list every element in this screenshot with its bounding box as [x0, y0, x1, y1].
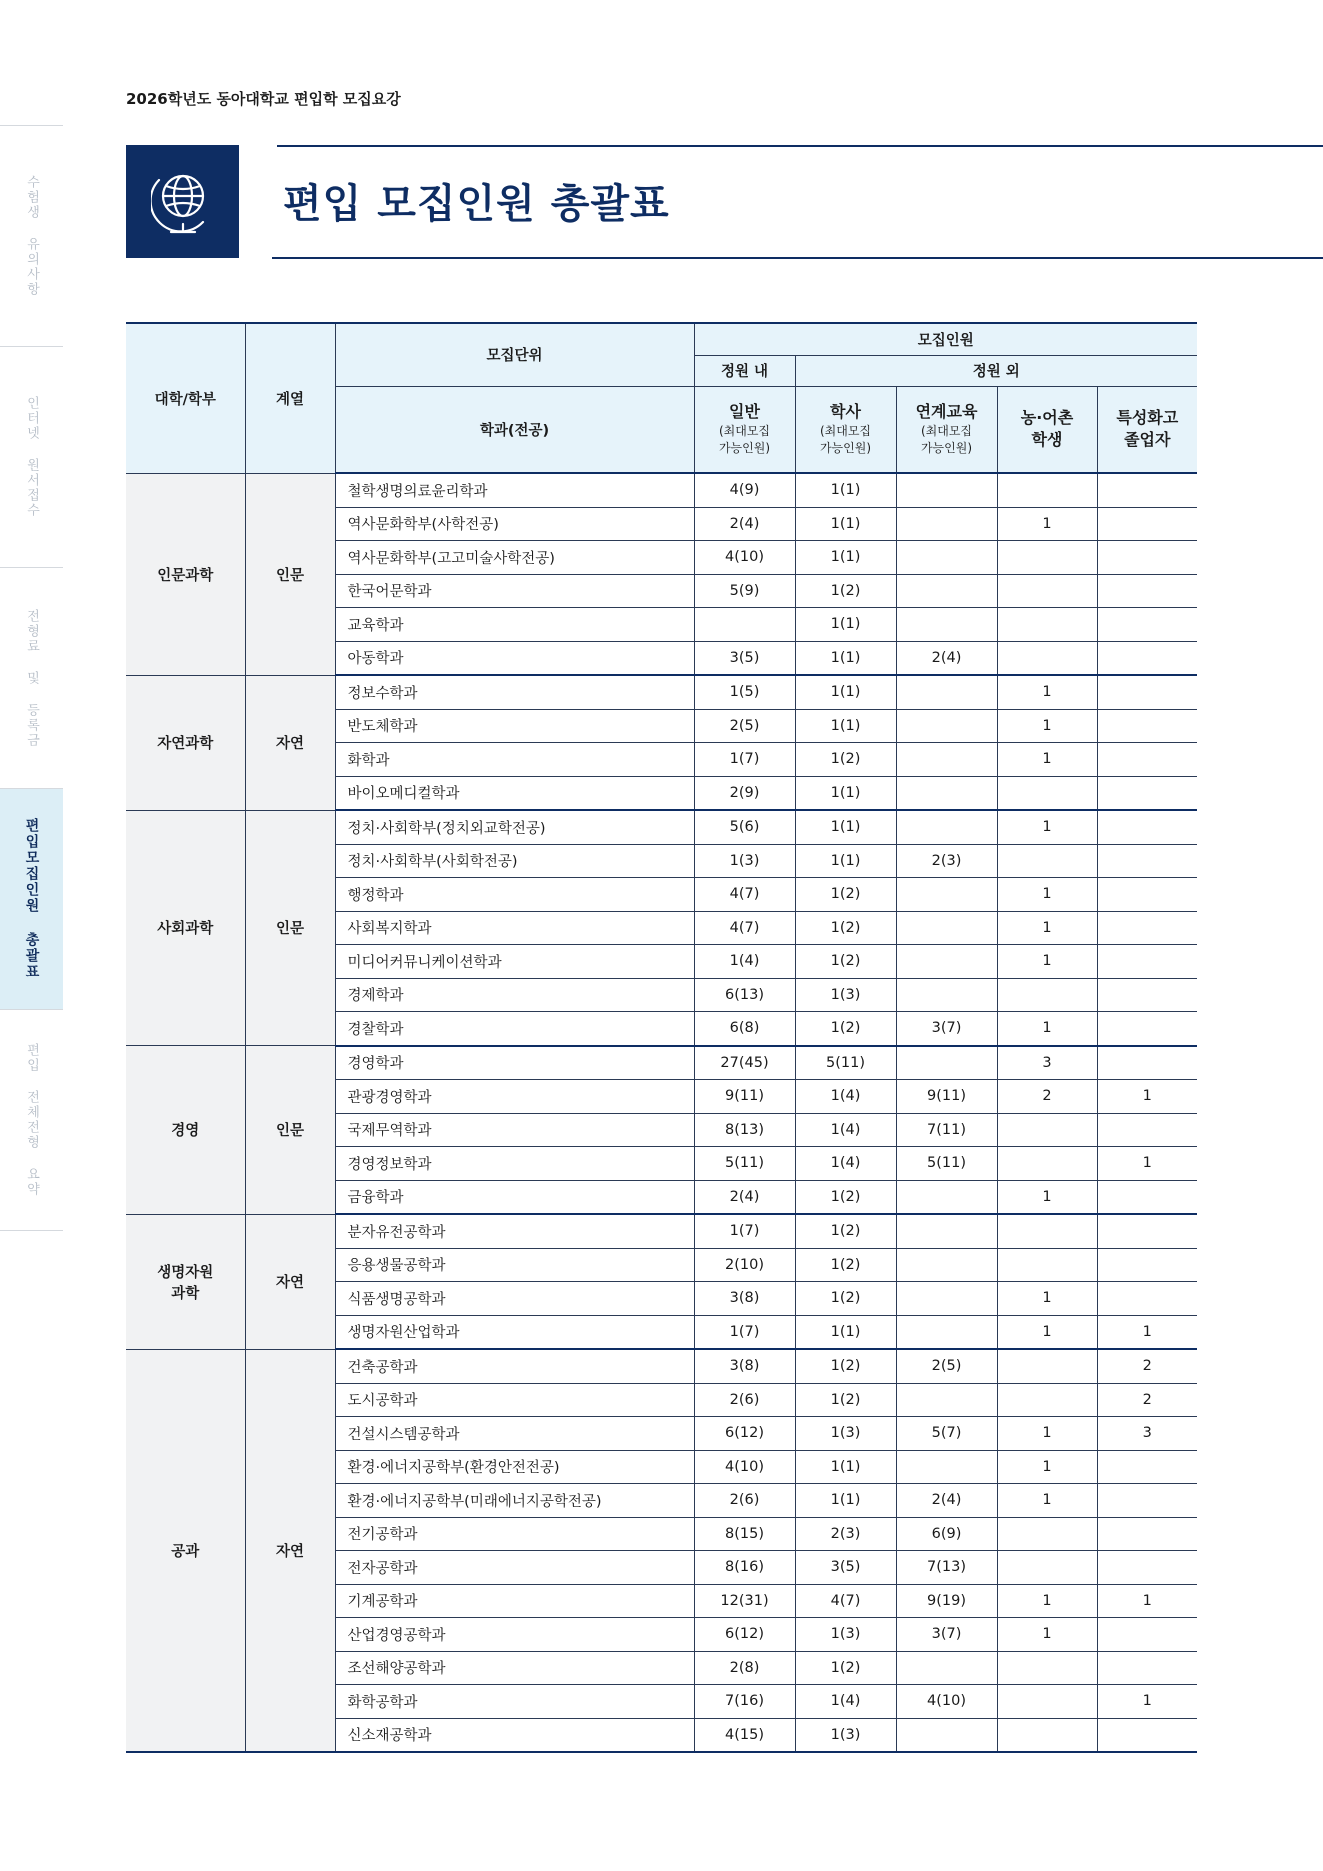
college-cell: [126, 810, 245, 1046]
bachelor-cell: 1(3): [795, 1417, 896, 1451]
rural-cell: 1: [997, 1417, 1097, 1451]
dept-cell: 관광경영학과: [335, 1080, 694, 1114]
bachelor-cell: 1(1): [795, 1315, 896, 1349]
header-linked-main: 연계교육: [915, 402, 978, 422]
bachelor-cell: 1(2): [795, 743, 896, 777]
special-cell: [1097, 1046, 1197, 1080]
track-cell: 인문: [245, 810, 335, 1046]
general-cell: 5(6): [694, 810, 795, 844]
special-cell: [1097, 1517, 1197, 1551]
dept-cell: 환경·에너지공학부(미래에너지공학전공): [335, 1484, 694, 1518]
general-cell: 2(6): [694, 1484, 795, 1518]
linked-cell: 5(7): [896, 1417, 997, 1451]
rural-cell: [997, 473, 1097, 507]
bachelor-cell: 1(2): [795, 1282, 896, 1316]
title-rule-top: [277, 145, 1323, 147]
college-name: 인문과학: [157, 567, 214, 584]
side-nav-item-summary[interactable]: [0, 788, 63, 1009]
header-unit: 모집단위: [335, 323, 694, 386]
side-nav-item-notice[interactable]: [0, 125, 63, 346]
rural-cell: [997, 1113, 1097, 1147]
rural-cell: 1: [997, 1282, 1097, 1316]
general-cell: 2(4): [694, 1180, 795, 1214]
general-cell: 6(13): [694, 978, 795, 1012]
college-name: 자연과학: [157, 736, 214, 752]
bachelor-cell: 1(1): [795, 507, 896, 541]
linked-cell: [896, 1046, 997, 1080]
special-cell: 1: [1097, 1080, 1197, 1114]
rural-cell: 1: [997, 709, 1097, 743]
general-cell: 2(10): [694, 1248, 795, 1282]
general-cell: 7(16): [694, 1685, 795, 1719]
side-nav-label: 수험생 유의사항: [24, 175, 39, 297]
special-cell: 1: [1097, 1147, 1197, 1181]
track-cell: 인문: [245, 473, 335, 675]
linked-cell: [896, 1718, 997, 1752]
dept-cell: 교육학과: [335, 608, 694, 642]
rural-cell: [997, 1147, 1097, 1181]
title-rule-bottom: [272, 257, 1323, 259]
special-cell: [1097, 844, 1197, 878]
header-in-quota: 정원 내: [694, 355, 795, 386]
header-general-sub2: 가능인원): [718, 441, 771, 456]
special-cell: [1097, 878, 1197, 912]
dept-cell: 산업경영공학과: [335, 1618, 694, 1652]
general-cell: 3(5): [694, 641, 795, 675]
bachelor-cell: 1(2): [795, 945, 896, 979]
rural-cell: 3: [997, 1046, 1097, 1080]
linked-cell: [896, 1248, 997, 1282]
special-cell: [1097, 507, 1197, 541]
general-cell: 2(5): [694, 709, 795, 743]
bachelor-cell: 2(3): [795, 1517, 896, 1551]
linked-cell: 2(3): [896, 844, 997, 878]
special-cell: [1097, 978, 1197, 1012]
bachelor-cell: 3(5): [795, 1551, 896, 1585]
general-cell: 4(10): [694, 541, 795, 575]
rural-cell: 1: [997, 1584, 1097, 1618]
linked-cell: [896, 473, 997, 507]
header-bachelor-sub1: (최대모집: [819, 424, 872, 439]
general-cell: 4(7): [694, 911, 795, 945]
header-track: 계열: [245, 323, 335, 473]
bachelor-cell: 1(3): [795, 978, 896, 1012]
dept-cell: 행정학과: [335, 878, 694, 912]
dept-cell: 화학공학과: [335, 1685, 694, 1719]
linked-cell: 2(5): [896, 1349, 997, 1383]
special-cell: [1097, 743, 1197, 777]
special-cell: 1: [1097, 1584, 1197, 1618]
general-cell: 2(4): [694, 507, 795, 541]
dept-cell: 철학생명의료윤리학과: [335, 473, 694, 507]
bachelor-cell: 1(1): [795, 709, 896, 743]
special-cell: 3: [1097, 1417, 1197, 1451]
linked-cell: [896, 978, 997, 1012]
college-name: 과학: [171, 1285, 200, 1302]
special-cell: [1097, 675, 1197, 709]
bachelor-cell: 1(2): [795, 574, 896, 608]
general-cell: 27(45): [694, 1046, 795, 1080]
rural-cell: 1: [997, 1484, 1097, 1518]
rural-cell: [997, 1517, 1097, 1551]
header-rural-line2: 학생: [1031, 430, 1063, 450]
special-cell: [1097, 1484, 1197, 1518]
dept-cell: 전기공학과: [335, 1517, 694, 1551]
linked-cell: [896, 743, 997, 777]
header-linked: [896, 386, 997, 473]
rural-cell: 1: [997, 1315, 1097, 1349]
special-cell: [1097, 608, 1197, 642]
dept-cell: 신소재공학과: [335, 1718, 694, 1752]
dept-cell: 응용생물공학과: [335, 1248, 694, 1282]
bachelor-cell: 1(1): [795, 473, 896, 507]
rural-cell: [997, 1718, 1097, 1752]
header-linked-sub2: 가능인원): [920, 441, 973, 456]
header-special: [1097, 386, 1197, 473]
linked-cell: [896, 810, 997, 844]
special-cell: [1097, 709, 1197, 743]
college-cell: [126, 1349, 245, 1752]
linked-cell: [896, 608, 997, 642]
linked-cell: 2(4): [896, 1484, 997, 1518]
linked-cell: [896, 1282, 997, 1316]
dept-cell: 분자유전공학과: [335, 1214, 694, 1248]
rural-cell: [997, 541, 1097, 575]
special-cell: [1097, 574, 1197, 608]
side-nav-label: 인터넷 원서접수: [24, 396, 39, 518]
side-nav-item-fees[interactable]: [0, 567, 63, 788]
linked-cell: [896, 1315, 997, 1349]
side-nav-label: 편입모집인원 총괄표: [23, 818, 40, 980]
dept-cell: 아동학과: [335, 641, 694, 675]
linked-cell: [896, 911, 997, 945]
header-linked-sub1: (최대모집: [920, 424, 973, 439]
bachelor-cell: 1(1): [795, 675, 896, 709]
dept-cell: 정보수학과: [335, 675, 694, 709]
bachelor-cell: 1(2): [795, 1651, 896, 1685]
side-nav-label: 편입 전체전형 요약: [24, 1043, 39, 1197]
rural-cell: [997, 1685, 1097, 1719]
bachelor-cell: 5(11): [795, 1046, 896, 1080]
linked-cell: 6(9): [896, 1517, 997, 1551]
dept-cell: 반도체학과: [335, 709, 694, 743]
rural-cell: [997, 1551, 1097, 1585]
dept-cell: 건축공학과: [335, 1349, 694, 1383]
header-special-line1: 특성화고: [1116, 408, 1179, 428]
rural-cell: [997, 978, 1097, 1012]
table-row: [126, 1214, 1197, 1248]
bachelor-cell: 1(2): [795, 1383, 896, 1417]
bachelor-cell: 1(2): [795, 1180, 896, 1214]
general-cell: 4(10): [694, 1450, 795, 1484]
side-nav-item-online-application[interactable]: [0, 346, 63, 567]
bachelor-cell: 1(1): [795, 541, 896, 575]
linked-cell: [896, 776, 997, 810]
side-nav-label: 전형료 및 등록금: [24, 608, 39, 748]
rural-cell: [997, 1651, 1097, 1685]
dept-cell: 경제학과: [335, 978, 694, 1012]
dept-cell: 조선해양공학과: [335, 1651, 694, 1685]
special-cell: [1097, 541, 1197, 575]
bachelor-cell: 1(2): [795, 911, 896, 945]
linked-cell: 9(11): [896, 1080, 997, 1114]
table-row: [126, 1046, 1197, 1080]
running-head: 2026학년도 동아대학교 편입학 모집요강: [126, 90, 401, 108]
bachelor-cell: 1(4): [795, 1147, 896, 1181]
general-cell: 5(9): [694, 574, 795, 608]
linked-cell: [896, 1383, 997, 1417]
bachelor-cell: 1(2): [795, 1214, 896, 1248]
bachelor-cell: 1(1): [795, 810, 896, 844]
bachelor-cell: 1(3): [795, 1718, 896, 1752]
linked-cell: 5(11): [896, 1147, 997, 1181]
table-row: [126, 1349, 1197, 1383]
dept-cell: 국제무역학과: [335, 1113, 694, 1147]
rural-cell: [997, 574, 1097, 608]
general-cell: 2(9): [694, 776, 795, 810]
special-cell: [1097, 1618, 1197, 1652]
linked-cell: 4(10): [896, 1685, 997, 1719]
header-rural-line1: 농·어촌: [1020, 408, 1074, 428]
general-cell: 1(5): [694, 675, 795, 709]
header-special-line2: 졸업자: [1124, 430, 1171, 450]
special-cell: [1097, 1651, 1197, 1685]
special-cell: [1097, 1180, 1197, 1214]
rural-cell: 1: [997, 945, 1097, 979]
dept-cell: 식품생명공학과: [335, 1282, 694, 1316]
rural-cell: [997, 1214, 1097, 1248]
general-cell: 2(6): [694, 1383, 795, 1417]
linked-cell: [896, 1180, 997, 1214]
general-cell: 2(8): [694, 1651, 795, 1685]
rural-cell: [997, 1383, 1097, 1417]
bachelor-cell: 1(4): [795, 1080, 896, 1114]
general-cell: 8(15): [694, 1517, 795, 1551]
table-row: [126, 675, 1197, 709]
rural-cell: [997, 641, 1097, 675]
rural-cell: [997, 1349, 1097, 1383]
dept-cell: 경영학과: [335, 1046, 694, 1080]
linked-cell: [896, 675, 997, 709]
special-cell: [1097, 473, 1197, 507]
dept-cell: 화학과: [335, 743, 694, 777]
general-cell: 3(8): [694, 1282, 795, 1316]
title-icon-box: [126, 145, 239, 258]
rural-cell: 1: [997, 743, 1097, 777]
general-cell: 6(12): [694, 1417, 795, 1451]
bachelor-cell: 1(1): [795, 641, 896, 675]
general-cell: 1(7): [694, 1214, 795, 1248]
bachelor-cell: 1(4): [795, 1113, 896, 1147]
dept-cell: 정치·사회학부(정치외교학전공): [335, 810, 694, 844]
linked-cell: 2(4): [896, 641, 997, 675]
dept-cell: 역사문화학부(사학전공): [335, 507, 694, 541]
dept-cell: 정치·사회학부(사회학전공): [335, 844, 694, 878]
side-nav-item-overview[interactable]: [0, 1009, 63, 1231]
header-general-main: 일반: [729, 402, 760, 422]
linked-cell: [896, 574, 997, 608]
special-cell: 1: [1097, 1685, 1197, 1719]
college-name: 공과: [171, 1543, 200, 1560]
general-cell: 6(12): [694, 1618, 795, 1652]
dept-cell: 금융학과: [335, 1180, 694, 1214]
college-cell: [126, 1046, 245, 1215]
special-cell: [1097, 1248, 1197, 1282]
linked-cell: 3(7): [896, 1012, 997, 1046]
header-rural: [997, 386, 1097, 473]
rural-cell: [997, 776, 1097, 810]
dept-cell: 바이오메디컬학과: [335, 776, 694, 810]
rural-cell: 1: [997, 878, 1097, 912]
rural-cell: [997, 1248, 1097, 1282]
table-body: [126, 473, 1197, 1752]
dept-cell: 역사문화학부(고고미술사학전공): [335, 541, 694, 575]
special-cell: [1097, 1282, 1197, 1316]
dept-cell: 기계공학과: [335, 1584, 694, 1618]
rural-cell: 1: [997, 1180, 1097, 1214]
general-cell: 4(7): [694, 878, 795, 912]
special-cell: [1097, 1718, 1197, 1752]
bachelor-cell: 1(1): [795, 1484, 896, 1518]
linked-cell: [896, 1450, 997, 1484]
side-nav: [0, 125, 63, 1231]
linked-cell: 3(7): [896, 1618, 997, 1652]
special-cell: 1: [1097, 1315, 1197, 1349]
rural-cell: 1: [997, 1618, 1097, 1652]
general-cell: 1(3): [694, 844, 795, 878]
special-cell: [1097, 911, 1197, 945]
college-cell: [126, 473, 245, 675]
bachelor-cell: 1(1): [795, 608, 896, 642]
college-cell: [126, 1214, 245, 1349]
linked-cell: [896, 507, 997, 541]
header-bachelor-main: 학사: [830, 402, 861, 422]
general-cell: 5(11): [694, 1147, 795, 1181]
header-general-sub1: (최대모집: [718, 424, 771, 439]
general-cell: 6(8): [694, 1012, 795, 1046]
header-general: [694, 386, 795, 473]
rural-cell: 1: [997, 507, 1097, 541]
special-cell: [1097, 1551, 1197, 1585]
bachelor-cell: 1(2): [795, 1349, 896, 1383]
bachelor-cell: 4(7): [795, 1584, 896, 1618]
special-cell: [1097, 1012, 1197, 1046]
dept-cell: 생명자원산업학과: [335, 1315, 694, 1349]
linked-cell: 7(11): [896, 1113, 997, 1147]
rural-cell: 1: [997, 1450, 1097, 1484]
general-cell: 4(15): [694, 1718, 795, 1752]
linked-cell: 9(19): [896, 1584, 997, 1618]
bachelor-cell: 1(3): [795, 1618, 896, 1652]
linked-cell: [896, 541, 997, 575]
table-row: [126, 810, 1197, 844]
college-name: 경영: [171, 1123, 200, 1140]
globe-icon: [151, 166, 215, 238]
bachelor-cell: 1(1): [795, 776, 896, 810]
general-cell: 9(11): [694, 1080, 795, 1114]
rural-cell: 1: [997, 675, 1097, 709]
dept-cell: 건설시스템공학과: [335, 1417, 694, 1451]
general-cell: 8(13): [694, 1113, 795, 1147]
dept-cell: 환경·에너지공학부(환경안전전공): [335, 1450, 694, 1484]
general-cell: 1(7): [694, 1315, 795, 1349]
general-cell: [694, 608, 795, 642]
linked-cell: [896, 945, 997, 979]
special-cell: [1097, 1450, 1197, 1484]
table-row: [126, 473, 1197, 507]
college-cell: [126, 675, 245, 810]
rural-cell: 2: [997, 1080, 1097, 1114]
rural-cell: [997, 608, 1097, 642]
dept-cell: 도시공학과: [335, 1383, 694, 1417]
dept-cell: 경찰학과: [335, 1012, 694, 1046]
general-cell: 1(4): [694, 945, 795, 979]
special-cell: 2: [1097, 1383, 1197, 1417]
bachelor-cell: 1(2): [795, 1012, 896, 1046]
header-bachelor: [795, 386, 896, 473]
track-cell: 인문: [245, 1046, 335, 1215]
special-cell: [1097, 810, 1197, 844]
general-cell: 8(16): [694, 1551, 795, 1585]
bachelor-cell: 1(1): [795, 844, 896, 878]
general-cell: 4(9): [694, 473, 795, 507]
header-department: 학과(전공): [335, 386, 694, 473]
special-cell: [1097, 1214, 1197, 1248]
track-cell: 자연: [245, 1349, 335, 1752]
track-cell: 자연: [245, 1214, 335, 1349]
rural-cell: 1: [997, 810, 1097, 844]
general-cell: 12(31): [694, 1584, 795, 1618]
special-cell: 2: [1097, 1349, 1197, 1383]
bachelor-cell: 1(4): [795, 1685, 896, 1719]
dept-cell: 미디어커뮤니케이션학과: [335, 945, 694, 979]
linked-cell: 7(13): [896, 1551, 997, 1585]
header-college: 대학/학부: [126, 323, 245, 473]
recruitment-summary-table: [126, 322, 1197, 1753]
linked-cell: [896, 1214, 997, 1248]
linked-cell: [896, 878, 997, 912]
rural-cell: 1: [997, 911, 1097, 945]
table-header: [126, 323, 1197, 473]
linked-cell: [896, 709, 997, 743]
bachelor-cell: 1(2): [795, 878, 896, 912]
special-cell: [1097, 945, 1197, 979]
general-cell: 3(8): [694, 1349, 795, 1383]
bachelor-cell: 1(1): [795, 1450, 896, 1484]
special-cell: [1097, 1113, 1197, 1147]
bachelor-cell: 1(2): [795, 1248, 896, 1282]
dept-cell: 경영정보학과: [335, 1147, 694, 1181]
dept-cell: 사회복지학과: [335, 911, 694, 945]
rural-cell: 1: [997, 1012, 1097, 1046]
header-recruit: 모집인원: [694, 323, 1197, 355]
header-bachelor-sub2: 가능인원): [819, 441, 872, 456]
dept-cell: 한국어문학과: [335, 574, 694, 608]
special-cell: [1097, 776, 1197, 810]
special-cell: [1097, 641, 1197, 675]
track-cell: 자연: [245, 675, 335, 810]
college-name: 생명자원: [157, 1264, 214, 1281]
dept-cell: 전자공학과: [335, 1551, 694, 1585]
rural-cell: [997, 844, 1097, 878]
page-title: 편입 모집인원 총괄표: [283, 181, 670, 227]
linked-cell: [896, 1651, 997, 1685]
general-cell: 1(7): [694, 743, 795, 777]
college-name: 사회과학: [157, 921, 214, 938]
header-out-quota: 정원 외: [795, 355, 1197, 386]
